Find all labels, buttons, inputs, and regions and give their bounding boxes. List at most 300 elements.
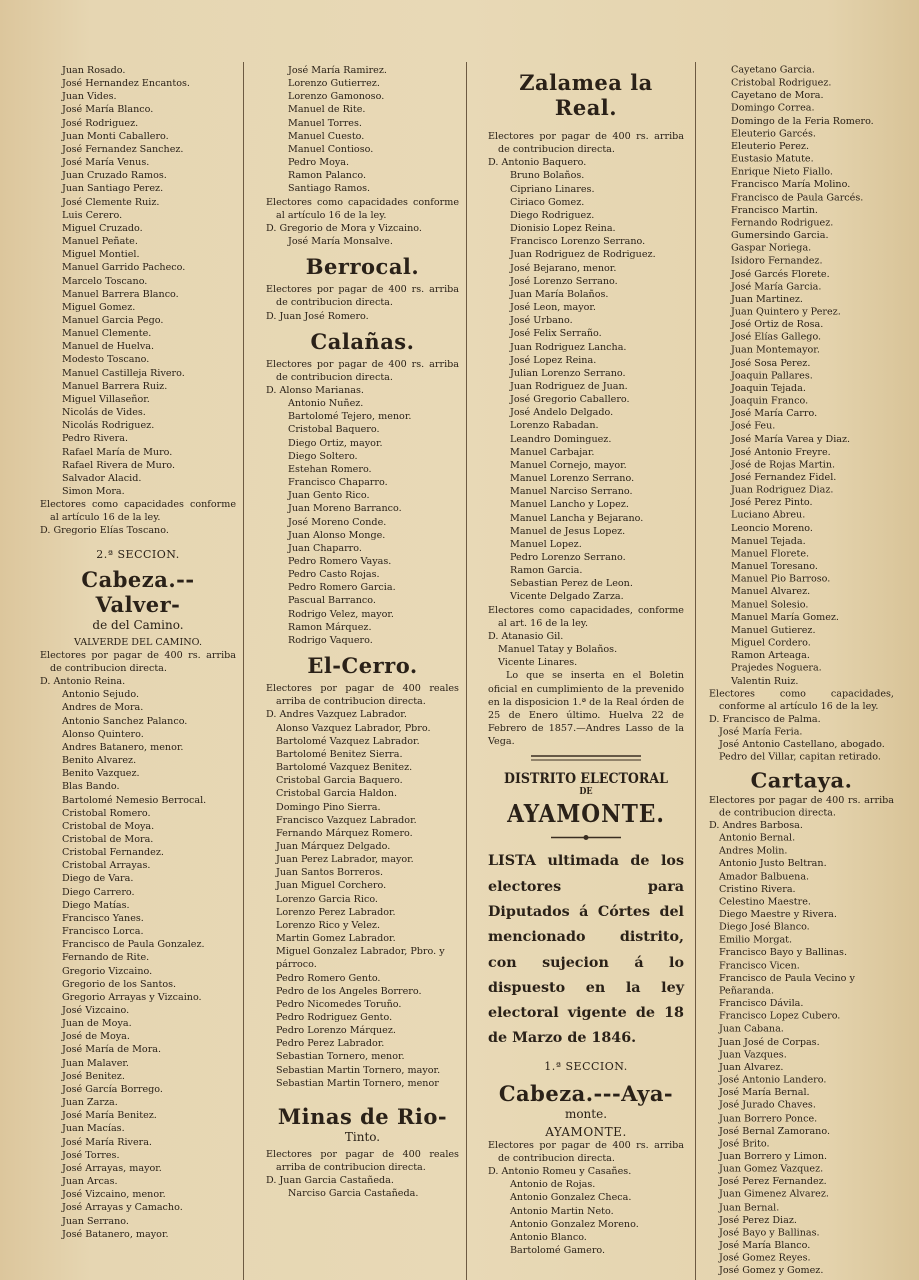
elector-name: Diego Ortiz, mayor. <box>288 437 383 449</box>
elector-name: José María Venus. <box>62 157 150 169</box>
elector-name: José Bayo y Ballinas. <box>719 1227 820 1239</box>
elector-name: Juan Vazques. <box>719 1049 787 1061</box>
elector-name: José Fernandez Sanchez. <box>62 143 184 155</box>
town-heading-cont: de del Camino. <box>92 617 184 632</box>
elector-name: Juan Rodriguez de Juan. <box>510 380 628 392</box>
elector-name: Martin Gomez Labrador. <box>276 933 396 945</box>
elector-name: Juan Martinez. <box>731 294 803 305</box>
town-heading: Minas de Rio- <box>277 1103 448 1129</box>
town-heading: El-Cerro. <box>307 653 418 679</box>
elector-name: Antonio Nuñez. <box>288 398 364 410</box>
elector-name: Benito Alvarez. <box>62 755 137 767</box>
elector-name: José Arrayas, mayor. <box>62 1162 162 1174</box>
column-rule <box>466 62 467 1280</box>
elector-name: Simon Mora. <box>62 486 125 497</box>
elector-name: D. Alonso Marianas. <box>266 384 364 396</box>
elector-name: Emilio Morgat. <box>719 934 793 946</box>
elector-name: Cristobal Garcia Haldon. <box>276 788 398 800</box>
elector-name: Bruno Bolaños. <box>510 170 585 182</box>
elector-name: Joaquin Franco. <box>731 395 809 407</box>
elector-name: Manuel Garcia Pego. <box>62 314 164 326</box>
elector-name: Sebastian Perez de Leon. <box>510 578 633 590</box>
elector-name: Luis Cerero. <box>62 209 123 221</box>
elector-name: Amador Balbuena. <box>719 871 810 882</box>
elector-name: Diego Soltero. <box>288 450 358 462</box>
elector-name: José Clemente Ruiz. <box>62 196 160 208</box>
elector-name: Juan Chaparro. <box>288 542 362 554</box>
elector-name: Bartolomé Tejero, menor. <box>288 411 412 423</box>
elector-name: Pedro de los Angeles Borrero. <box>276 985 422 997</box>
elector-name: Juan de Moya. <box>62 1018 132 1030</box>
elector-name: Juan Gento Rico. <box>288 490 370 502</box>
elector-name: Bartolomé Gamero. <box>510 1244 606 1256</box>
elector-name: José Antonio Freyre. <box>731 446 831 458</box>
elector-name: José María Ramirez. <box>288 65 387 76</box>
elector-list <box>709 819 894 1277</box>
elector-criteria: Electores por pagar de 400 rs. arriba de contribucion directa. <box>266 284 459 309</box>
elector-name: Antonio de Rojas. <box>510 1179 596 1191</box>
elector-criteria: Electores por pagar de 400 rs. arriba de contribucion directa. <box>266 358 459 383</box>
elector-name: Eleuterio Perez. <box>731 141 810 152</box>
town-heading-cont: Tinto. <box>344 1129 381 1144</box>
elector-name: Juan Rodriguez Lancha. <box>510 341 627 353</box>
elector-name: Juan Miguel Corchero. <box>276 880 387 892</box>
elector-name: Juan Rodriguez de Rodriguez. <box>510 249 656 261</box>
town-name: AYAMONTE. <box>545 1124 627 1139</box>
elector-name: José Gregorio Caballero. <box>510 394 630 406</box>
elector-name: Juan Alvarez. <box>719 1062 784 1073</box>
elector-name: Rodrigo Velez, mayor. <box>288 608 394 620</box>
elector-criteria: Electores por pagar de 400 reales arriba de contribucion directa. <box>266 1148 459 1174</box>
elector-name: D. Antonio Baquero. <box>488 157 587 169</box>
capacity-heading: Electores como capacidades conforme al artículo 16 de la ley. <box>266 196 459 221</box>
list-description: LISTA ultimada de los electores para Diputados á Córtes del mencionado distrito, con sujecion á lo dispuesto en la ley electoral vigente de 18 de Marzo de 1846. <box>488 853 684 1047</box>
elector-name: Francisco Vazquez Labrador. <box>276 814 417 826</box>
elector-name: Cristobal de Moya. <box>62 820 155 832</box>
district-heading: DISTRITO ELECTORAL <box>504 771 668 788</box>
elector-name: Juan Cruzado Ramos. <box>62 170 167 182</box>
elector-name: Isidoro Fernandez. <box>731 255 823 267</box>
elector-name: Fernando Márquez Romero. <box>276 827 413 839</box>
elector-name: Juan Márquez Delgado. <box>276 840 391 852</box>
elector-name: Pedro Rodriguez Gento. <box>276 1012 393 1023</box>
elector-name: Manuel Alvarez. <box>731 586 811 598</box>
elector-name: Manuel Barrera Blanco. <box>62 288 179 300</box>
elector-name: D. Gregorio de Mora y Vizcaino. <box>266 222 422 234</box>
elector-name: José Brito. <box>719 1138 770 1150</box>
elector-name: Leandro Dominguez. <box>510 433 612 445</box>
elector-name: José Jurado Chaves. <box>719 1100 816 1111</box>
elector-name: José Lopez Reina. <box>510 354 597 366</box>
elector-name: Diego Matías. <box>62 899 130 911</box>
elector-name: José Bejarano, menor. <box>510 262 617 274</box>
elector-name: Juan Macías. <box>62 1123 125 1135</box>
town-heading: Cabeza.-- Valver- <box>81 566 195 617</box>
elector-name: Juan Rodriguez Diaz. <box>731 484 834 496</box>
decorative-rule <box>551 834 621 843</box>
elector-name: Marcelo Toscano. <box>62 275 148 287</box>
elector-name: Cristobal Arrayas. <box>62 860 151 872</box>
column-3 <box>488 64 684 1257</box>
elector-name: Leoncio Moreno. <box>731 523 813 534</box>
town-heading: Zalamea la Real. <box>519 70 653 120</box>
elector-name: Juan Zarza. <box>62 1097 118 1109</box>
elector-name: José María Feria. <box>719 726 803 738</box>
elector-name: José Perez Diaz. <box>719 1214 797 1226</box>
elector-name: José Gomez y Gomez. <box>719 1265 824 1277</box>
elector-name: Juan Cabana. <box>719 1023 784 1035</box>
column-1 <box>40 64 236 1241</box>
elector-name: Pedro Casto Rojas. <box>288 569 380 581</box>
elector-name: Antonio Blanco. <box>510 1231 587 1243</box>
elector-name: Julian Lorenzo Serrano. <box>510 367 626 379</box>
elector-name: Pedro Romero Vayas. <box>288 556 392 567</box>
elector-name: Manuel María Gomez. <box>731 612 839 623</box>
elector-name: José Rodriguez. <box>62 117 139 129</box>
elector-name: D. Gregorio Elías Toscano. <box>40 525 169 537</box>
elector-name: Cristobal Romero. <box>62 807 151 819</box>
elector-name: Cayetano de Mora. <box>731 90 824 102</box>
elector-name: Francisco Lopez Cubero. <box>719 1011 841 1022</box>
elector-name: D. Antonio Reina. <box>40 676 126 688</box>
elector-list <box>266 64 459 196</box>
elector-name: José Andelo Delgado. <box>510 407 614 419</box>
elector-name: Miguel Gonzalez Labrador, Pbro. y párroco. <box>276 946 445 971</box>
elector-name: Pedro Romero Garcia. <box>288 582 396 594</box>
elector-name: Cipriano Linares. <box>510 183 595 195</box>
elector-name: Miguel Gomez. <box>62 301 136 313</box>
elector-name: Ramon Arteaga. <box>731 650 810 662</box>
elector-name: Juan Bernal. <box>719 1202 780 1213</box>
elector-name: Manuel Lancho y Lopez. <box>510 499 629 511</box>
elector-name: Pedro Nicomedes Toruño. <box>276 998 402 1010</box>
elector-name: Narciso Garcia Castañeda. <box>288 1188 419 1200</box>
elector-name: Antonio Sanchez Palanco. <box>62 715 188 727</box>
town-heading-cont: monte. <box>564 1106 608 1121</box>
elector-name: Juan Alonso Monge. <box>288 529 386 541</box>
elector-name: Juan Santiago Perez. <box>62 183 164 195</box>
elector-name: Joaquin Tejada. <box>731 383 806 394</box>
elector-name: Andres Molin. <box>719 845 788 857</box>
elector-criteria: Electores por pagar de 400 rs. arriba de contribucion directa. <box>40 649 236 674</box>
elector-name: Juan Arcas. <box>62 1176 118 1188</box>
elector-name: Juan Perez Labrador, mayor. <box>276 854 414 866</box>
elector-name: José María Rivera. <box>62 1136 152 1148</box>
elector-name: Manuel Contioso. <box>288 143 374 155</box>
elector-name: Manuel Peñate. <box>62 236 138 248</box>
elector-criteria: Electores por pagar de 400 reales arriba de contribucion directa. <box>266 683 459 708</box>
section-heading: 2.ª SECCION. <box>96 547 180 561</box>
elector-name: D. Juan Garcia Castañeda. <box>266 1175 394 1187</box>
elector-name: Antonio Gonzalez Moreno. <box>510 1218 639 1230</box>
elector-name: Diego Maestre y Rivera. <box>719 909 837 921</box>
elector-name: Rodrigo Vaquero. <box>288 634 373 646</box>
elector-name: Miguel Montiel. <box>62 249 140 261</box>
town-heading: Calañas. <box>310 328 415 354</box>
column-rule <box>695 62 696 1280</box>
elector-name: Francisco Bayo y Ballinas. <box>719 947 848 959</box>
elector-name: Sebastian Tornero, menor. <box>276 1051 405 1063</box>
elector-list <box>488 630 684 669</box>
district-de: DE <box>579 787 593 798</box>
elector-name: Francisco de Paula Vecino y Peñaranda. <box>719 973 855 997</box>
elector-name: Enrique Nieto Fiallo. <box>731 166 833 178</box>
elector-list <box>40 675 236 1241</box>
elector-name: Manuel Tatay y Bolaños. <box>498 644 618 656</box>
elector-name: Juan María Bolaños. <box>510 288 609 300</box>
elector-name: José Lorenzo Serrano. <box>510 275 618 287</box>
district-name: AYAMONTE. <box>507 799 665 829</box>
elector-name: Manuel Tejada. <box>731 535 806 547</box>
elector-name: José Perez Fernandez. <box>719 1176 827 1188</box>
elector-name: Diego José Blanco. <box>719 922 810 933</box>
elector-name: José de Moya. <box>62 1031 130 1043</box>
elector-name: Pedro Perez Labrador. <box>276 1038 385 1050</box>
column-4 <box>709 64 894 1278</box>
elector-list <box>709 64 894 688</box>
elector-name: D. Antonio Romeu y Casañes. <box>488 1166 632 1178</box>
elector-name: Antonio Gonzalez Checa. <box>510 1192 632 1204</box>
elector-name: Manuel Clemente. <box>62 328 152 340</box>
elector-name: Lorenzo Perez Labrador. <box>276 906 396 918</box>
elector-list <box>266 708 459 1090</box>
elector-name: Pedro del Villar, capitan retirado. <box>719 752 881 763</box>
elector-name: Pascual Barranco. <box>288 595 376 607</box>
elector-name: Manuel Gutierez. <box>731 624 816 636</box>
official-note: Lo que se inserta en el Boletin oficial en cumplimiento de la prevenido en la disposicion 1.ª de la Real órden de 25 de Enero último. Huelva 22 de Febrero de 1857.—Andres Lasso de la Vega. <box>488 670 684 748</box>
elector-name: Juan Vides. <box>62 91 117 103</box>
elector-name: Valentin Ruiz. <box>731 675 799 687</box>
elector-name: José Gomez Reyes. <box>719 1253 811 1264</box>
elector-name: José María Carro. <box>731 408 818 420</box>
elector-name: Vicente Linares. <box>498 657 578 669</box>
elector-name: José Felix Serraño. <box>510 328 602 340</box>
elector-name: José Sosa Perez. <box>731 357 811 369</box>
elector-name: Francisco Lorca. <box>62 926 144 938</box>
capacity-heading: Electores como capacidades, conforme al art. 16 de la ley. <box>488 604 684 629</box>
section-heading: 1.ª SECCION. <box>544 1059 628 1073</box>
elector-name: Manuel Florete. <box>731 548 810 560</box>
elector-name: Francisco Lorenzo Serrano. <box>510 236 646 248</box>
elector-name: Ramon Palanco. <box>288 170 367 182</box>
elector-name: Alonso Vazquez Labrador, Pbro. <box>276 722 431 734</box>
elector-name: Juan Borrero y Limon. <box>719 1151 828 1162</box>
elector-name: Cristobal Garcia Baquero. <box>276 775 403 787</box>
elector-name: José Ortiz de Rosa. <box>731 319 824 331</box>
elector-name: Francisco María Molino. <box>731 179 851 191</box>
elector-name: José Fernandez Fidel. <box>731 472 837 483</box>
elector-name: Fernando de Rite. <box>62 952 150 964</box>
elector-name: José María Bernal. <box>719 1087 810 1099</box>
elector-name: José Leon, mayor. <box>510 302 596 314</box>
elector-name: Nicolás de Vides. <box>62 407 146 419</box>
elector-name: Bartolomé Nemesio Berrocal. <box>62 794 207 806</box>
elector-name: Blas Bando. <box>62 781 120 793</box>
elector-name: Rafael María de Muro. <box>62 446 173 458</box>
elector-name: José Antonio Landero. <box>719 1074 827 1086</box>
elector-name: Manuel Castilleja Rivero. <box>62 367 185 379</box>
elector-name: Cristobal de Mora. <box>62 833 154 845</box>
elector-list <box>709 713 894 764</box>
elector-name: Juan Serrano. <box>62 1215 129 1227</box>
elector-name: Andres de Mora. <box>62 702 144 714</box>
elector-criteria: Electores por pagar de 400 rs. arriba de contribucion directa. <box>488 131 684 156</box>
elector-name: Gregorio de los Santos. <box>62 978 177 990</box>
elector-name: Luciano Abreu. <box>731 510 806 522</box>
elector-name: Manuel de Rite. <box>288 104 366 116</box>
elector-name: Miguel Cruzado. <box>62 222 143 234</box>
elector-name: Lorenzo Rico y Velez. <box>276 919 381 931</box>
elector-name: Juan Gomez Vazquez. <box>719 1163 824 1175</box>
elector-name: Lorenzo Rabadan. <box>510 420 599 432</box>
elector-name: Alonso Quintero. <box>62 728 144 740</box>
elector-name: Sebastian Martin Tornero, mayor. <box>276 1064 441 1076</box>
elector-name: José María Garcia. <box>731 281 822 292</box>
elector-name: Manuel Barrera Ruiz. <box>62 380 168 392</box>
elector-name: Juan Monti Caballero. <box>62 130 169 142</box>
elector-name: José Bernal Zamorano. <box>719 1125 831 1137</box>
elector-name: Manuel Toresano. <box>731 561 818 572</box>
elector-name: José María Varea y Diaz. <box>731 434 851 445</box>
elector-name: Manuel Carbajar. <box>510 446 595 458</box>
elector-name: Francisco Martin. <box>731 204 818 216</box>
elector-name: Diego de Vara. <box>62 873 134 885</box>
elector-name: José María Blanco. <box>719 1240 811 1251</box>
elector-name: D. Andres Barbosa. <box>709 820 803 831</box>
elector-name: Ramon Márquez. <box>288 621 372 633</box>
elector-name: Manuel Pio Barroso. <box>731 574 831 585</box>
elector-name: Estehan Romero. <box>288 463 372 475</box>
elector-name: Cristobal Fernandez. <box>62 847 164 859</box>
elector-name: José Elías Gallego. <box>731 332 822 343</box>
elector-name: José Urbano. <box>510 315 573 327</box>
elector-name: Cristobal Baquero. <box>288 424 380 436</box>
elector-name: Gumersindo Garcia. <box>731 230 829 242</box>
elector-name: Juan Moreno Barranco. <box>288 503 402 515</box>
elector-name: Manuel Lorenzo Serrano. <box>510 473 635 485</box>
capacity-heading: Electores como capacidades, conforme al artículo 16 de la ley. <box>709 688 894 712</box>
elector-name: D. Juan José Romero. <box>266 310 369 322</box>
elector-name: Antonio Martin Neto. <box>510 1205 614 1217</box>
elector-list <box>488 1165 684 1257</box>
elector-criteria: Electores por pagar de 400 rs. arriba de contribucion directa. <box>488 1139 684 1164</box>
elector-name: D. Francisco de Palma. <box>709 713 821 725</box>
elector-name: Vicente Delgado Zarza. <box>510 591 624 603</box>
elector-name: Gregorio Vizcaino. <box>62 965 153 977</box>
elector-name: José María de Mora. <box>62 1044 162 1056</box>
elector-name: José García Borrego. <box>62 1083 163 1095</box>
elector-name: Diego Carrero. <box>62 886 135 898</box>
elector-name: Eleuterio Garcés. <box>731 128 816 140</box>
elector-name: Eustasio Matute. <box>731 154 814 165</box>
elector-name: Juan José de Corpas. <box>719 1036 820 1048</box>
elector-name: Santiago Ramos. <box>288 183 371 195</box>
elector-name: Diego Rodriguez. <box>510 209 595 221</box>
elector-name: Pedro Moya. <box>288 157 350 169</box>
elector-name: José Benitez. <box>62 1070 125 1082</box>
elector-name: Francisco Yanes. <box>62 912 144 924</box>
elector-name: Prajedes Noguera. <box>731 663 822 674</box>
elector-name: Manuel Torres. <box>288 117 362 129</box>
elector-list <box>488 156 684 603</box>
elector-name: Antonio Justo Beltran. <box>719 858 827 870</box>
elector-name: José Vizcaino. <box>62 1005 130 1016</box>
elector-name: Domingo Pino Sierra. <box>276 801 381 813</box>
elector-name: Lorenzo Garcia Rico. <box>276 893 378 905</box>
elector-name: Juan Malaver. <box>62 1057 129 1069</box>
town-heading: Berrocal. <box>305 254 420 280</box>
elector-name: Miguel Villaseñor. <box>62 393 150 405</box>
elector-name: Manuel de Jesus Lopez. <box>510 525 626 537</box>
elector-name: Francisco Chaparro. <box>288 477 388 489</box>
elector-name: Ciriaco Gomez. <box>510 196 585 208</box>
elector-name: Manuel Cuesto. <box>288 130 365 142</box>
elector-name: Cristino Rivera. <box>719 883 796 895</box>
elector-name: Antonio Sejudo. <box>62 689 140 701</box>
column-rule <box>243 62 244 1280</box>
elector-name: Juan Rosado. <box>62 65 126 76</box>
elector-name: Lorenzo Gamonoso. <box>288 91 385 103</box>
elector-name: Francisco de Paula Gonzalez. <box>62 939 205 951</box>
elector-name: Gregorio Arrayas y Vizcaino. <box>62 991 202 1003</box>
elector-name: Sebastian Martin Tornero, menor <box>276 1077 439 1089</box>
elector-name: Pedro Rivera. <box>62 433 128 445</box>
elector-name: José María Monsalve. <box>288 236 393 248</box>
elector-name: Rafael Rivera de Muro. <box>62 459 176 471</box>
elector-name: D. Andres Vazquez Labrador. <box>266 709 407 721</box>
elector-criteria: Electores por pagar de 400 rs. arriba de contribucion directa. <box>709 794 894 819</box>
elector-name: José Antonio Castellano, abogado. <box>719 739 885 751</box>
elector-name: Manuel Solesio. <box>731 599 809 611</box>
elector-name: Modesto Toscano. <box>62 354 150 366</box>
elector-name: Lorenzo Gutierrez. <box>288 78 380 90</box>
elector-name: Gaspar Noriega. <box>731 243 812 254</box>
elector-name: Manuel Narciso Serrano. <box>510 486 633 498</box>
column-2 <box>266 64 459 1201</box>
elector-name: Manuel Garrido Pacheco. <box>62 262 186 274</box>
elector-name: Benito Vazquez. <box>62 768 140 780</box>
elector-name: Manuel de Huelva. <box>62 341 155 353</box>
elector-name: Juan Gimenez Alvarez. <box>719 1189 829 1201</box>
elector-name: Andres Batanero, menor. <box>62 741 184 753</box>
elector-name: Fernando Rodriguez. <box>731 217 834 229</box>
town-name: VALVERDE DEL CAMINO. <box>73 636 203 648</box>
elector-name: Francisco de Paula Garcés. <box>731 192 864 203</box>
elector-name: Bartolomé Vazquez Benitez. <box>276 762 413 774</box>
elector-name: Manuel Lopez. <box>510 538 582 550</box>
elector-name: Pedro Lorenzo Serrano. <box>510 552 626 563</box>
elector-list <box>266 384 459 647</box>
elector-name: Manuel Cornejo, mayor. <box>510 459 627 471</box>
elector-name: Juan Borrero Ponce. <box>719 1113 818 1124</box>
elector-name: Domingo Correa. <box>731 103 815 114</box>
elector-name: Francisco Vicen. <box>719 960 800 971</box>
elector-name: D. Atanasio Gil. <box>488 630 564 642</box>
elector-name: Joaquin Pallares. <box>731 370 813 382</box>
elector-name: Juan Quintero y Perez. <box>731 306 841 318</box>
elector-name: José Torres. <box>62 1149 120 1161</box>
elector-name: Cristobal Rodriguez. <box>731 77 832 89</box>
elector-name: Bartolomé Benitez Sierra. <box>276 748 403 760</box>
elector-name: Dionisio Lopez Reina. <box>510 223 616 235</box>
elector-list <box>40 64 236 498</box>
elector-name: José María Blanco. <box>62 104 154 116</box>
capacity-heading: Electores como capacidades conforme al artículo 16 de la ley. <box>40 499 236 524</box>
elector-name: Domingo de la Feria Romero. <box>731 115 874 127</box>
elector-name: José Moreno Conde. <box>288 516 387 528</box>
elector-name: José Vizcaino, menor. <box>62 1189 166 1201</box>
elector-name: Salvador Alacid. <box>62 472 142 484</box>
